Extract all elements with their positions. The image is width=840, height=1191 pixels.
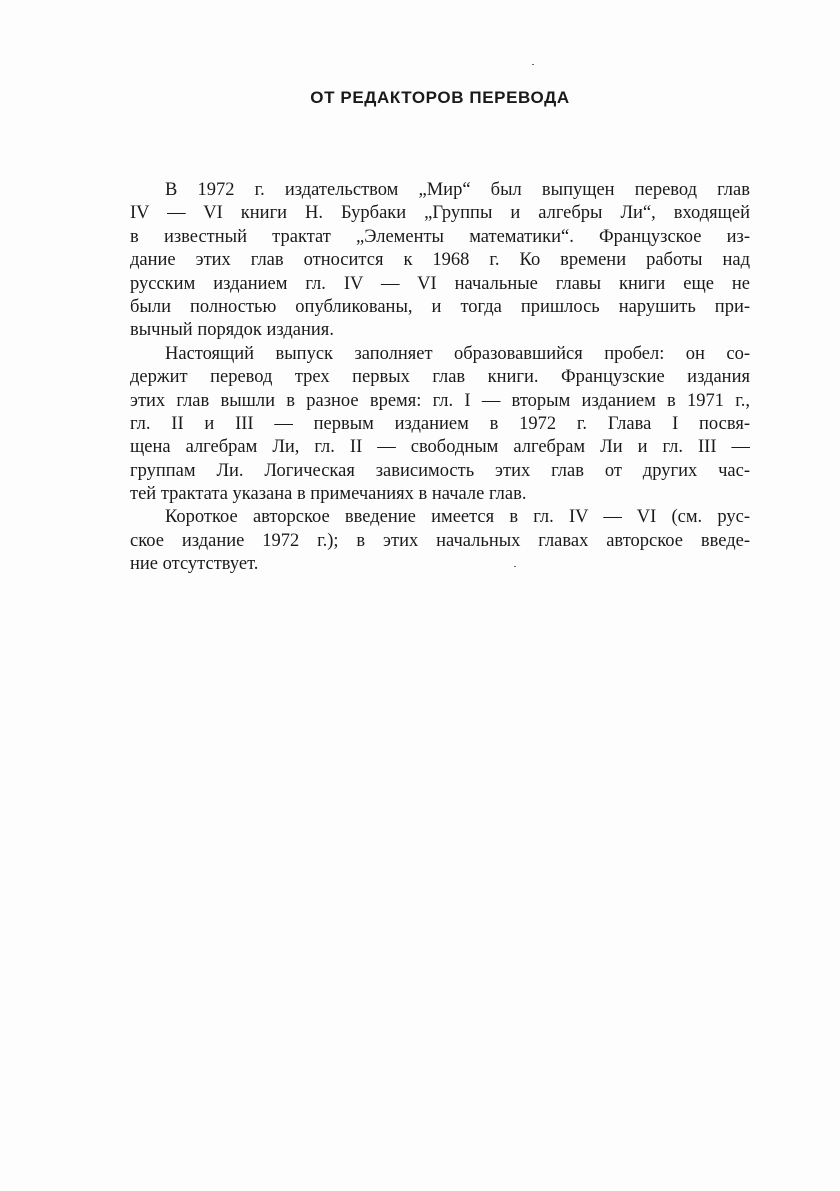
text-line: вычный порядок издания.	[130, 320, 334, 341]
scan-speck	[532, 64, 534, 65]
text-line: щена алгебрам Ли, гл. II — свободным алгебрам Ли и гл. III —	[130, 437, 750, 458]
text-line: дание этих глав относится к 1968 г. Ко времени работы над	[130, 250, 750, 271]
text-line: группам Ли. Логическая зависимость этих глав от других час-	[130, 460, 750, 481]
text-line: держит перевод трех первых глав книги. Французские издания	[130, 367, 750, 388]
text-line: гл. II и III — первым изданием в 1972 г. Глава I посвя-	[130, 413, 750, 434]
text-line: русским изданием гл. IV — VI начальные главы книги еще не	[130, 273, 750, 294]
text-line: были полностью опубликованы, и тогда пришлось нарушить при-	[130, 296, 750, 317]
text-line: ское издание 1972 г.); в этих начальных главах авторское введе-	[130, 530, 750, 551]
text-line: Короткое авторское введение имеется в гл. IV — VI (см. рус-	[165, 507, 750, 528]
body-text	[130, 179, 750, 577]
text-line: в известный трактат „Элементы математики“. Французское из-	[130, 226, 750, 247]
text-line: IV — VI книги Н. Бурбаки „Группы и алгебры Ли“, входящей	[130, 203, 750, 224]
text-line: В 1972 г. издательством „Мир“ был выпущен перевод глав	[165, 180, 750, 200]
paragraph-1	[130, 179, 750, 343]
text-line: тей трактата указана в примечаниях в начале глав.	[130, 484, 527, 505]
text-line: ние отсутствует.	[130, 554, 259, 575]
paragraph-3	[130, 506, 750, 576]
scan-speck	[514, 566, 516, 567]
page-title: ОТ РЕДАКТОРОВ ПЕРЕВОДА	[310, 88, 570, 107]
paragraph-2	[130, 343, 750, 507]
text-line: Настоящий выпуск заполняет образовавшийся пробел: он со-	[165, 343, 750, 364]
text-line: этих глав вышли в разное время: гл. I — вторым изданием в 1971 г.,	[130, 390, 750, 411]
